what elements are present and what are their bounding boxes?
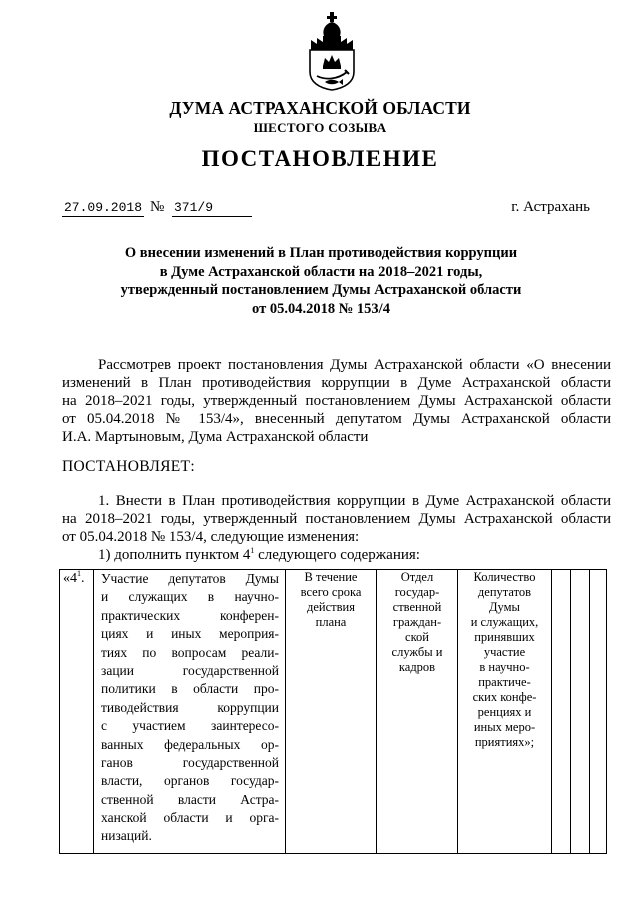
- item-number-suffix: .: [81, 571, 85, 586]
- responsible-line: кадров: [398, 660, 436, 674]
- measure-line: циях и иных мероприя-: [101, 626, 279, 642]
- empty-cell: [590, 570, 607, 854]
- document-type-title: ПОСТАНОВЛЕНИЕ: [201, 146, 439, 171]
- item-number: «4: [63, 571, 77, 586]
- measure-line: низаций.: [101, 828, 152, 844]
- responsible-line: службы и: [391, 645, 443, 659]
- preamble-line: от 05.04.2018 № 153/4», внесенный депутатом Думы Астраханской области: [62, 411, 611, 427]
- organization-name: ДУМА АСТРАХАНСКОЙ ОБЛАСТИ: [169, 98, 471, 118]
- item-1-paragraph: [62, 492, 611, 564]
- term-line: действия: [307, 600, 355, 614]
- document-title: [60, 244, 582, 318]
- indicator-cell: [458, 570, 552, 854]
- responsible-line: Отдел: [400, 570, 434, 584]
- measure-line: ственной власти Астра-: [101, 791, 279, 807]
- indicator-line: практиче-: [478, 675, 531, 689]
- indicator-line: ских конфе-: [472, 690, 537, 704]
- item-1-line: от 05.04.2018 № 153/4, следующие изменения:: [62, 529, 360, 545]
- measure-line: власти, органов государ-: [101, 773, 279, 789]
- indicator-line: Количество: [473, 570, 536, 584]
- empty-cell: [552, 570, 571, 854]
- indicator-line: и служащих,: [470, 615, 539, 629]
- subitem-superscript: 1: [250, 546, 255, 555]
- convocation-label: ШЕСТОГО СОЗЫВА: [253, 120, 387, 135]
- coat-of-arms-emblem: [303, 10, 361, 92]
- table-row: [60, 570, 607, 854]
- preamble-line: И.А. Мартыновым, Дума Астраханской области: [62, 429, 369, 445]
- preamble-line: изменений в План противодействия коррупции в Думе Астраханской области: [62, 375, 611, 391]
- measure-line: политики в области про-: [101, 681, 279, 697]
- title-line: О внесении изменений в План противодействия коррупции: [124, 245, 518, 261]
- number-label: №: [150, 199, 165, 215]
- responsible-line: граждан-: [392, 615, 442, 629]
- measure-line: ханской области и орга-: [101, 810, 279, 826]
- measure-line: зации государственной: [101, 662, 279, 678]
- subitem-prefix: 1) дополнить пунктом 4: [98, 547, 251, 563]
- title-line: в Думе Астраханской области на 2018–2021 годы,: [159, 263, 483, 280]
- preamble-line: Рассмотрев проект постановления Думы Астраханской области «О внесении: [98, 357, 611, 373]
- responsible-line: государ-: [394, 585, 440, 599]
- subitem-suffix: следующего содержания:: [254, 547, 420, 563]
- item-1-line: на 2018–2021 годы, утвержденный постановлением Думы Астраханской области: [62, 511, 611, 527]
- term-cell: [286, 570, 377, 854]
- item-number-cell: [60, 570, 94, 854]
- date-underline: [62, 216, 144, 217]
- indicator-line: приятиях»;: [474, 735, 535, 749]
- indicator-line: ренциях и: [477, 705, 532, 719]
- responsible-cell: [377, 570, 458, 854]
- responsible-line: ственной: [392, 600, 442, 614]
- plan-table: [59, 569, 607, 854]
- preamble-line: на 2018–2021 годы, утвержденный постановлением Думы Астраханской области: [62, 393, 611, 409]
- decree-word: ПОСТАНОВЛЯЕТ:: [62, 458, 195, 475]
- indicator-line: принявших: [474, 630, 535, 644]
- item-1-line: 1. Внести в План противодействия коррупции в Думе Астраханской области: [98, 493, 611, 509]
- term-line: плана: [315, 615, 347, 629]
- responsible-line: ской: [405, 630, 429, 644]
- term-line: всего срока: [300, 585, 362, 599]
- item-number-superscript: 1: [77, 569, 81, 578]
- measure-line: ванных федеральных ор-: [101, 736, 279, 752]
- measure-line: ганов государственной: [101, 754, 279, 770]
- preamble-paragraph: [62, 356, 611, 446]
- measure-line: с участием заинтересо-: [101, 718, 279, 734]
- indicator-line: в научно-: [479, 660, 530, 674]
- measure-line: тиях по вопросам реали-: [101, 644, 279, 660]
- document-city: г. Астрахань: [511, 199, 590, 215]
- measure-line: тиводействия коррупции: [101, 699, 279, 715]
- indicator-line: депутатов: [477, 585, 532, 599]
- indicator-line: иных меро-: [473, 720, 536, 734]
- measure-line: и служащих в научно-: [101, 589, 279, 605]
- title-line: от 05.04.2018 № 153/4: [252, 300, 390, 317]
- measure-line: Участие депутатов Думы: [101, 571, 279, 586]
- indicator-line: Думы: [489, 600, 520, 614]
- empty-cell: [571, 570, 590, 854]
- number-underline: [172, 216, 252, 217]
- term-line: В течение: [304, 570, 358, 584]
- document-number: 371/9: [174, 200, 214, 215]
- measure-line: практических конферен-: [101, 607, 279, 623]
- document-date: 27.09.2018: [64, 200, 143, 215]
- subitem-1-line: [62, 546, 611, 564]
- indicator-line: участие: [483, 645, 526, 659]
- title-line: утвержденный постановлением Думы Астраханской области: [120, 282, 522, 298]
- measure-cell: [94, 570, 286, 854]
